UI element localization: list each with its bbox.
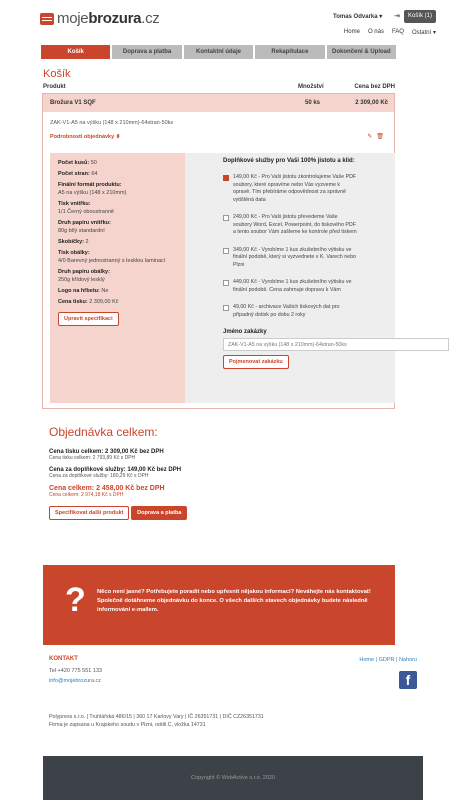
contact-phone: Tel +420 775 551 133 <box>49 668 103 674</box>
spec-panel <box>50 153 185 403</box>
checkbox[interactable] <box>223 305 229 311</box>
trash-icon[interactable]: 🗑 <box>376 134 384 140</box>
order-summary <box>49 425 389 520</box>
spec-item: Tisk vnitřku: 1/1 Černý oboustranně <box>58 201 114 215</box>
facebook-icon[interactable]: f <box>399 671 417 689</box>
footer-links: Home | GDPR | Nahoru <box>359 657 417 663</box>
spec-item: Skobičky: 2 <box>58 239 89 245</box>
spec-item: Cena tisku: 2 309,00 Kč <box>58 299 119 305</box>
footer-link-gdpr[interactable]: GDPR <box>378 657 395 663</box>
nav-other-label: Ostatní <box>411 30 432 36</box>
spec-item: Druh papíru vnitřku: 80g bílý standardní <box>58 220 111 234</box>
product-box <box>42 93 395 409</box>
checkbox[interactable] <box>223 215 229 221</box>
footer-link-home[interactable]: Home <box>359 657 375 663</box>
contact-title: KONTAKT <box>49 656 78 662</box>
services-title: Doplňkové služby pro Vaši 100% jistotu a klid: <box>223 158 355 164</box>
help-banner <box>43 565 395 645</box>
service-option[interactable]: 49,00 Kč - archivace Vašich tiskových dat pro případný dotisk po dobu 2 roky <box>223 304 357 319</box>
product-actions <box>367 133 384 140</box>
add-product-button[interactable]: Specifikovat další produkt <box>49 506 129 520</box>
logo-icon <box>40 13 54 25</box>
step-recap[interactable]: Rekapitulace <box>255 45 324 59</box>
top-nav <box>344 29 436 36</box>
nav-other[interactable]: Ostatní ▾ <box>411 30 436 36</box>
services-total-vat: Cena za doplňkové služby: 180,29 Kč s DPH <box>49 473 149 479</box>
logo-suffix: .cz <box>141 10 160 27</box>
checkbox[interactable] <box>223 248 229 254</box>
col-qty: Množství <box>298 84 324 90</box>
copyright-bar: Copyright © WebActive s.r.o. 2020 <box>43 756 423 800</box>
nav-about[interactable]: O nás <box>367 29 384 35</box>
details-link[interactable] <box>50 134 120 140</box>
col-price: Cena bez DPH <box>354 84 395 90</box>
step-shipping[interactable]: Doprava a platba <box>112 45 181 59</box>
grand-total: Cena celkem: 2 458,00 Kč bez DPH <box>49 485 165 492</box>
step-cart[interactable]: Košík <box>41 45 110 59</box>
col-product: Produkt <box>43 84 66 90</box>
step-contact[interactable]: Kontaktní údaje <box>184 45 253 59</box>
chevron-down-icon: ⬍ <box>115 134 121 140</box>
services-total: Cena za doplňkové služby: 149,00 Kč bez DPH <box>49 467 182 473</box>
logo-prefix: moje <box>57 10 89 27</box>
summary-title: Objednávka celkem: <box>49 425 158 439</box>
job-name-input[interactable] <box>223 338 449 351</box>
rename-job-button[interactable]: Pojmenovat zakázku <box>223 355 289 369</box>
service-option[interactable]: 249,00 Kč - Pro Vaši jistotu převedeme Vaše soubory Word, Excel, Powerpoint, do tiskového PDF a tento soubor Vám zašleme ke kontrole před tiskem <box>223 214 357 237</box>
contact-email[interactable]: info@mojebrozura.cz <box>49 678 102 684</box>
checkbox[interactable] <box>223 280 229 286</box>
product-desc: ZAK-V1-A5 na výšku (148 x 210mm)-64stran-50ks <box>50 120 174 126</box>
page-title: Košík <box>43 68 71 80</box>
user-name: Tomas Odvarka <box>333 14 378 20</box>
spec-item: Tisk obálky: 4/0 Barevný jednostranný s lesklou laminací <box>58 250 166 264</box>
details-link-label: Podrobnosti objednávky <box>50 134 115 140</box>
spec-item: Finální formát produktu: A5 na výšku (148 x 210mm) <box>58 182 127 196</box>
company-line1: Polypress s.r.o. | Truhlářská 486/15 | 360 17 Karlovy Vary | IČ 26351731 | DIČ CZ26351731 <box>49 714 264 720</box>
job-name-label: Jméno zakázky <box>223 329 267 335</box>
product-row <box>43 94 394 112</box>
service-option[interactable]: 349,00 Kč - Vyrobíme 1 kus zkušebního výtisku ve finální podobě, který si vyzvednete v K. Varech nebo Plzni <box>223 247 357 270</box>
company-line2: Firma je zapsana u Krajskeho soudu v Plzni, oddil C, vložka 14731 <box>49 722 206 728</box>
spec-item: Druh papíru obálky: 250g křídový lesklý <box>58 269 110 283</box>
spec-item: Počet kusů: 50 <box>58 160 97 166</box>
header <box>0 0 466 55</box>
company-info <box>49 713 399 729</box>
spec-item: Logo na hřbetu: Ne <box>58 288 109 294</box>
edit-icon[interactable]: ✎ <box>367 134 373 140</box>
user-menu[interactable]: Tomas Odvarka ▾ <box>333 14 383 20</box>
print-total: Cena tisku celkem: 2 309,00 Kč bez DPH <box>49 449 164 455</box>
cart-button[interactable]: Košík (1) <box>404 10 436 23</box>
service-option[interactable]: 149,00 Kč - Pro Vaši jistotu zkontrolujeme Vaše PDF soubory, které opravíme nebo Vás vyzveme k opravě. Tím přebíráme odpovědnost za správně vytištěná data <box>223 174 357 204</box>
logout-icon[interactable]: ⇥ <box>394 13 400 20</box>
checkbox-checked[interactable] <box>223 175 229 181</box>
checkout-steps <box>41 45 396 59</box>
product-price: 2 309,00 Kč <box>355 100 388 106</box>
step-finish[interactable]: Dokončení & Upload <box>327 45 396 59</box>
shipping-button[interactable]: Doprava a platba <box>131 506 187 520</box>
service-option[interactable]: 449,00 Kč - Vyrobíme 1 kus zkušebního výtisku ve finální podobě. Cena zahrnuje dopravu k Vám <box>223 279 357 294</box>
print-total-vat: Cena tisku celkem: 2 793,89 Kč s DPH <box>49 455 136 461</box>
banner-text: Něco není jasné? Potřebujete poradit nebo upřesnit nějakou informaci? Neváhejte nás kontaktovat! Společně dotáhneme objednávku do konce. O všech dalších stavech objednávky budete následně informováni e-mailem. <box>97 589 371 613</box>
logo-bold: brozura <box>88 10 142 27</box>
product-qty: 50 ks <box>305 100 321 106</box>
spec-item: Počet stran: 64 <box>58 171 98 177</box>
grand-total-vat: Cena celkem: 2 974,18 Kč s DPH <box>49 492 124 498</box>
product-name: Brožura V1 SQF <box>50 100 96 106</box>
logo[interactable] <box>40 10 160 27</box>
question-icon: ? <box>65 581 86 619</box>
edit-spec-button[interactable]: Upravit specifikaci <box>58 312 119 326</box>
nav-home[interactable]: Home <box>343 29 360 35</box>
nav-faq[interactable]: FAQ <box>391 29 404 35</box>
footer-link-top[interactable]: Nahoru <box>398 657 417 663</box>
services-panel <box>185 153 395 403</box>
